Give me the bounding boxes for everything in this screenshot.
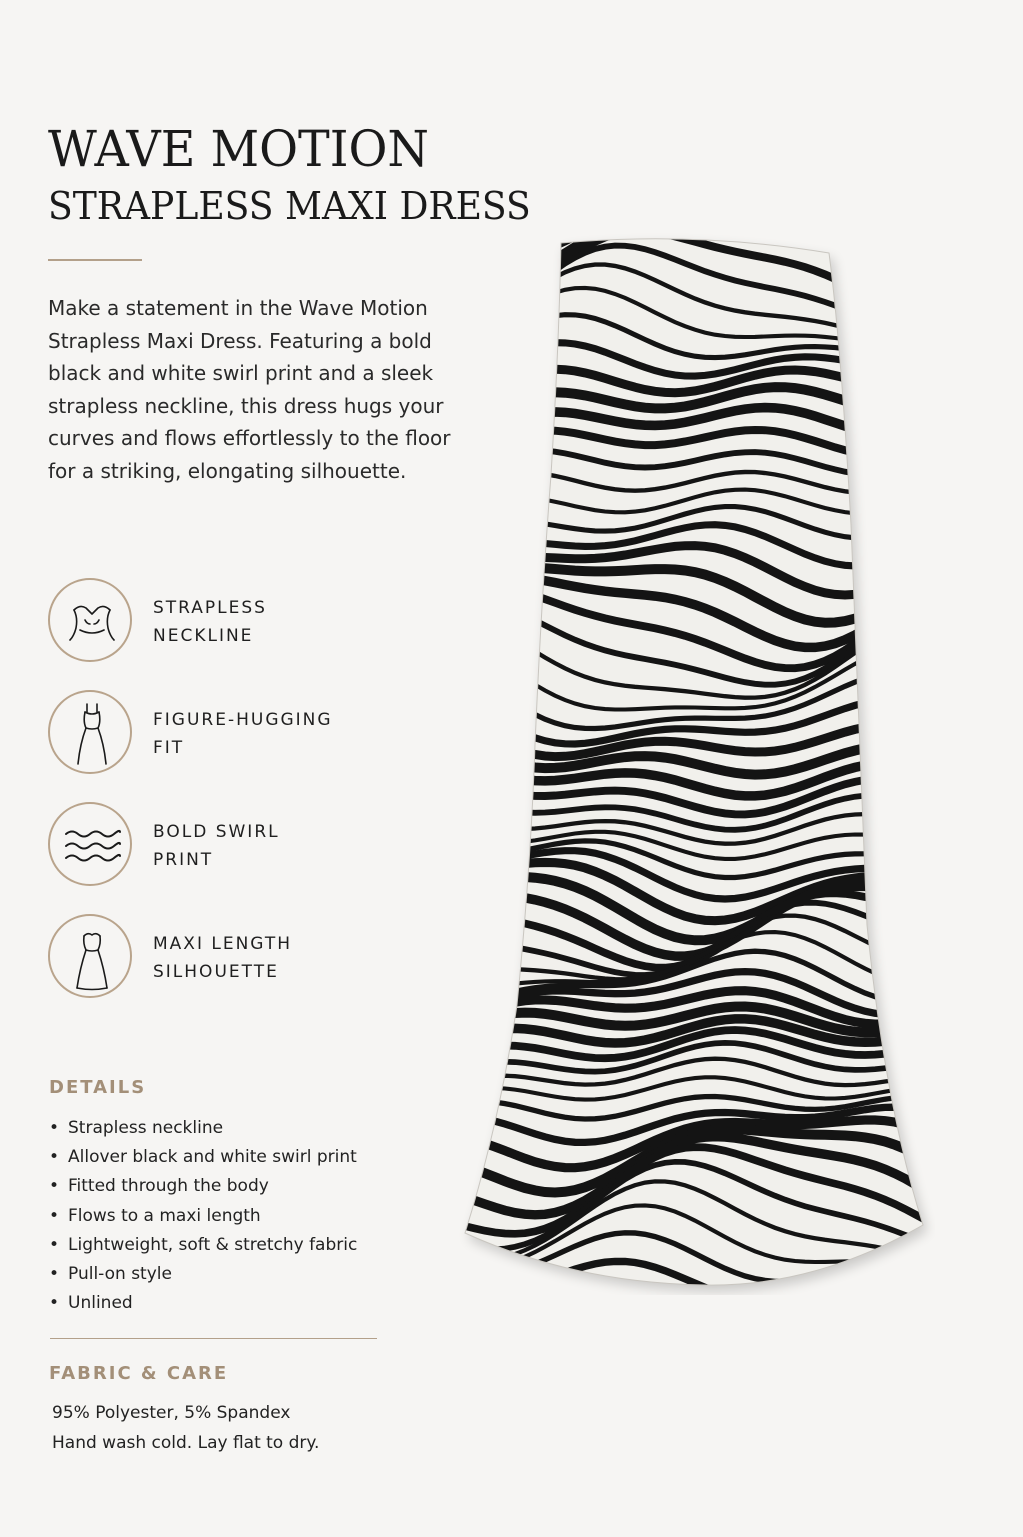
feature-label: STRAPLESS NECKLINE [153,598,267,646]
feature-label: BOLD SWIRL PRINT [153,822,280,870]
waves-icon [48,802,132,886]
list-item: • Flows to a maxi length [48,1202,388,1231]
maxi-dress-icon [48,914,132,998]
dress-illustration [455,225,935,1295]
list-item: • Allover black and white swirl print [48,1143,388,1172]
feature-maxi-length [48,914,368,1004]
list-item: • Lightweight, soft & stretchy fabric [48,1231,388,1260]
feature-label: FIGURE-HUGGING FIT [153,710,333,758]
details-heading: DETAILS [49,1077,147,1098]
feature-bold-swirl-print [48,802,368,892]
list-item: • Strapless neckline [48,1114,388,1143]
product-title: WAVE MOTION [48,120,430,178]
care-instructions: Hand wash cold. Lay flat to dry. [52,1433,320,1453]
print-stripe [455,225,935,234]
fabric-composition: 95% Polyester, 5% Spandex [52,1403,291,1423]
fabric-care-text [52,1398,319,1458]
list-item: • Fitted through the body [48,1172,388,1201]
feature-strapless-neckline [48,578,368,668]
fabric-care-heading: FABRIC & CARE [49,1363,229,1384]
strapless-bodice-icon [48,578,132,662]
product-description: Make a statement in the Wave Motion Strapless Maxi Dress. Featuring a bold black and white swirl print and a sleek strapless neckline, this dress hugs your curves and flows effortlessly to the floor for a striking, elongating silhouette. [48,296,451,483]
fitted-dress-icon [48,690,132,774]
title-divider [48,259,142,261]
section-divider [50,1338,377,1339]
product-subtitle: STRAPLESS MAXI DRESS [48,184,531,228]
list-item: • Pull-on style [48,1260,388,1289]
feature-label: MAXI LENGTH SILHOUETTE [153,934,293,982]
dress-product-image [455,225,935,1295]
list-item: • Unlined [48,1289,388,1318]
details-list [48,1114,388,1318]
feature-figure-hugging-fit [48,690,368,780]
